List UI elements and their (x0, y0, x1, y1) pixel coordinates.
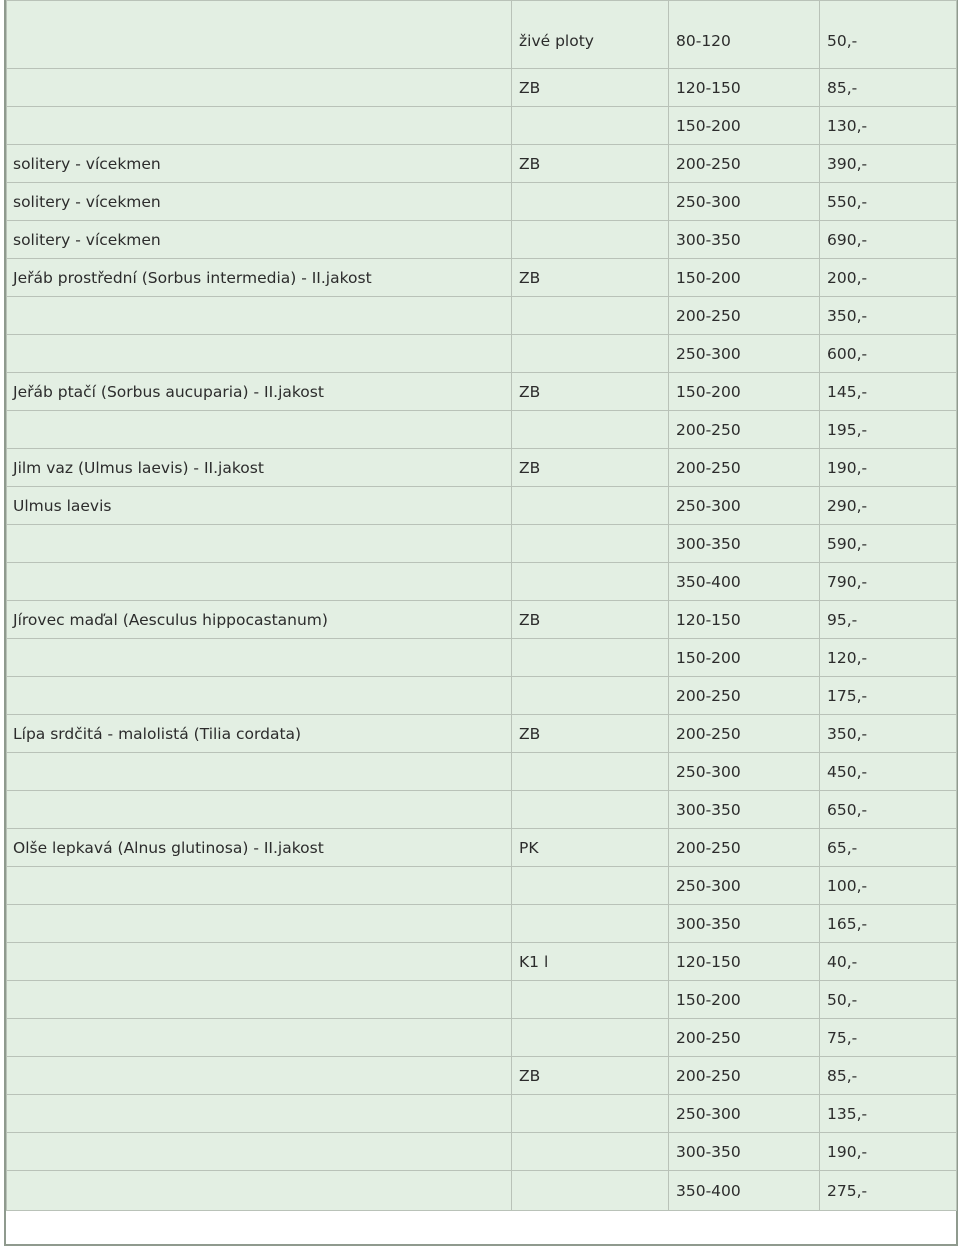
packaging-cell: PK (512, 829, 669, 867)
plant-name-cell: solitery - vícekmen (7, 145, 512, 183)
plant-name-cell (7, 981, 512, 1019)
packaging-cell (512, 411, 669, 449)
table-row (7, 373, 957, 411)
plant-name-cell (7, 411, 512, 449)
plant-name-cell (7, 639, 512, 677)
size-cell: 300-350 (669, 525, 820, 563)
price-cell: 50,- (820, 1, 957, 69)
size-cell: 150-200 (669, 373, 820, 411)
price-cell: 190,- (820, 1133, 957, 1171)
table-row (7, 1057, 957, 1095)
table-row (7, 1, 957, 69)
packaging-cell (512, 335, 669, 373)
price-cell: 65,- (820, 829, 957, 867)
table-row (7, 183, 957, 221)
size-cell: 300-350 (669, 221, 820, 259)
price-cell: 200,- (820, 259, 957, 297)
size-cell: 200-250 (669, 297, 820, 335)
table-row (7, 1019, 957, 1057)
table-row (7, 411, 957, 449)
size-cell: 200-250 (669, 1057, 820, 1095)
price-cell: 85,- (820, 1057, 957, 1095)
price-cell: 85,- (820, 69, 957, 107)
size-cell: 300-350 (669, 791, 820, 829)
size-cell: 120-150 (669, 69, 820, 107)
table-row (7, 69, 957, 107)
price-cell: 75,- (820, 1019, 957, 1057)
table-row (7, 145, 957, 183)
packaging-cell: ZB (512, 259, 669, 297)
table-row (7, 563, 957, 601)
price-cell: 95,- (820, 601, 957, 639)
size-cell: 150-200 (669, 981, 820, 1019)
plant-name-cell (7, 1057, 512, 1095)
plant-name-cell (7, 563, 512, 601)
plant-name-cell (7, 1133, 512, 1171)
table-row (7, 905, 957, 943)
plant-name-cell (7, 335, 512, 373)
table-row (7, 829, 957, 867)
plant-name-cell: solitery - vícekmen (7, 221, 512, 259)
plant-name-cell (7, 1, 512, 69)
plant-name-cell: Jeřáb ptačí (Sorbus aucuparia) - II.jakost (7, 373, 512, 411)
size-cell: 150-200 (669, 639, 820, 677)
size-cell: 250-300 (669, 183, 820, 221)
plant-name-cell: Ulmus laevis (7, 487, 512, 525)
plant-name-cell (7, 867, 512, 905)
packaging-cell (512, 639, 669, 677)
table-row (7, 335, 957, 373)
packaging-cell (512, 1095, 669, 1133)
table-row (7, 221, 957, 259)
packaging-cell (512, 981, 669, 1019)
price-cell: 135,- (820, 1095, 957, 1133)
plant-name-cell (7, 297, 512, 335)
price-table-body (7, 1, 957, 1211)
size-cell: 350-400 (669, 1171, 820, 1211)
table-row (7, 297, 957, 335)
size-cell: 250-300 (669, 487, 820, 525)
price-table (6, 0, 957, 1211)
table-row (7, 487, 957, 525)
plant-name-cell: Jilm vaz (Ulmus laevis) - II.jakost (7, 449, 512, 487)
packaging-cell (512, 107, 669, 145)
packaging-cell: ZB (512, 145, 669, 183)
plant-name-cell (7, 69, 512, 107)
packaging-cell (512, 867, 669, 905)
table-row (7, 639, 957, 677)
plant-name-cell (7, 677, 512, 715)
table-row (7, 753, 957, 791)
packaging-cell (512, 525, 669, 563)
size-cell: 250-300 (669, 753, 820, 791)
table-row (7, 677, 957, 715)
size-cell: 200-250 (669, 1019, 820, 1057)
plant-name-cell (7, 905, 512, 943)
packaging-cell: ZB (512, 715, 669, 753)
size-cell: 300-350 (669, 905, 820, 943)
price-cell: 50,- (820, 981, 957, 1019)
price-cell: 550,- (820, 183, 957, 221)
size-cell: 200-250 (669, 715, 820, 753)
plant-name-cell (7, 1019, 512, 1057)
packaging-cell (512, 1019, 669, 1057)
table-row (7, 1133, 957, 1171)
price-cell: 590,- (820, 525, 957, 563)
size-cell: 200-250 (669, 677, 820, 715)
plant-name-cell (7, 943, 512, 981)
price-cell: 165,- (820, 905, 957, 943)
size-cell: 150-200 (669, 259, 820, 297)
price-cell: 390,- (820, 145, 957, 183)
plant-name-cell: Jeřáb prostřední (Sorbus intermedia) - II.jakost (7, 259, 512, 297)
table-row (7, 715, 957, 753)
plant-name-cell (7, 107, 512, 145)
table-row (7, 1095, 957, 1133)
packaging-cell (512, 1171, 669, 1211)
price-cell: 190,- (820, 449, 957, 487)
packaging-cell (512, 487, 669, 525)
table-row (7, 259, 957, 297)
plant-name-cell (7, 753, 512, 791)
table-row (7, 867, 957, 905)
size-cell: 80-120 (669, 1, 820, 69)
size-cell: 350-400 (669, 563, 820, 601)
size-cell: 200-250 (669, 449, 820, 487)
packaging-cell: živé ploty (512, 1, 669, 69)
packaging-cell: K1 l (512, 943, 669, 981)
size-cell: 200-250 (669, 829, 820, 867)
plant-name-cell: Lípa srdčitá - malolistá (Tilia cordata) (7, 715, 512, 753)
table-row (7, 981, 957, 1019)
table-row (7, 601, 957, 639)
plant-name-cell (7, 791, 512, 829)
price-list-sheet (4, 0, 958, 1246)
price-cell: 650,- (820, 791, 957, 829)
price-cell: 350,- (820, 297, 957, 335)
price-cell: 600,- (820, 335, 957, 373)
table-row (7, 525, 957, 563)
price-cell: 195,- (820, 411, 957, 449)
price-cell: 350,- (820, 715, 957, 753)
size-cell: 300-350 (669, 1133, 820, 1171)
table-row (7, 791, 957, 829)
plant-name-cell (7, 1095, 512, 1133)
plant-name-cell (7, 1171, 512, 1211)
price-cell: 145,- (820, 373, 957, 411)
packaging-cell: ZB (512, 373, 669, 411)
size-cell: 250-300 (669, 335, 820, 373)
size-cell: 120-150 (669, 601, 820, 639)
price-cell: 690,- (820, 221, 957, 259)
packaging-cell (512, 753, 669, 791)
size-cell: 120-150 (669, 943, 820, 981)
price-cell: 790,- (820, 563, 957, 601)
table-row (7, 943, 957, 981)
plant-name-cell: solitery - vícekmen (7, 183, 512, 221)
packaging-cell: ZB (512, 601, 669, 639)
price-cell: 100,- (820, 867, 957, 905)
price-cell: 40,- (820, 943, 957, 981)
price-cell: 120,- (820, 639, 957, 677)
size-cell: 200-250 (669, 411, 820, 449)
packaging-cell (512, 905, 669, 943)
size-cell: 250-300 (669, 1095, 820, 1133)
price-cell: 450,- (820, 753, 957, 791)
table-row (7, 1171, 957, 1211)
packaging-cell: ZB (512, 449, 669, 487)
plant-name-cell (7, 525, 512, 563)
table-row (7, 107, 957, 145)
packaging-cell (512, 183, 669, 221)
size-cell: 200-250 (669, 145, 820, 183)
packaging-cell (512, 563, 669, 601)
packaging-cell: ZB (512, 1057, 669, 1095)
size-cell: 250-300 (669, 867, 820, 905)
packaging-cell (512, 297, 669, 335)
packaging-cell (512, 1133, 669, 1171)
packaging-cell (512, 677, 669, 715)
price-cell: 275,- (820, 1171, 957, 1211)
packaging-cell: ZB (512, 69, 669, 107)
price-cell: 290,- (820, 487, 957, 525)
plant-name-cell: Olše lepkavá (Alnus glutinosa) - II.jakost (7, 829, 512, 867)
price-cell: 130,- (820, 107, 957, 145)
packaging-cell (512, 221, 669, 259)
price-cell: 175,- (820, 677, 957, 715)
size-cell: 150-200 (669, 107, 820, 145)
packaging-cell (512, 791, 669, 829)
table-row (7, 449, 957, 487)
plant-name-cell: Jírovec maďal (Aesculus hippocastanum) (7, 601, 512, 639)
